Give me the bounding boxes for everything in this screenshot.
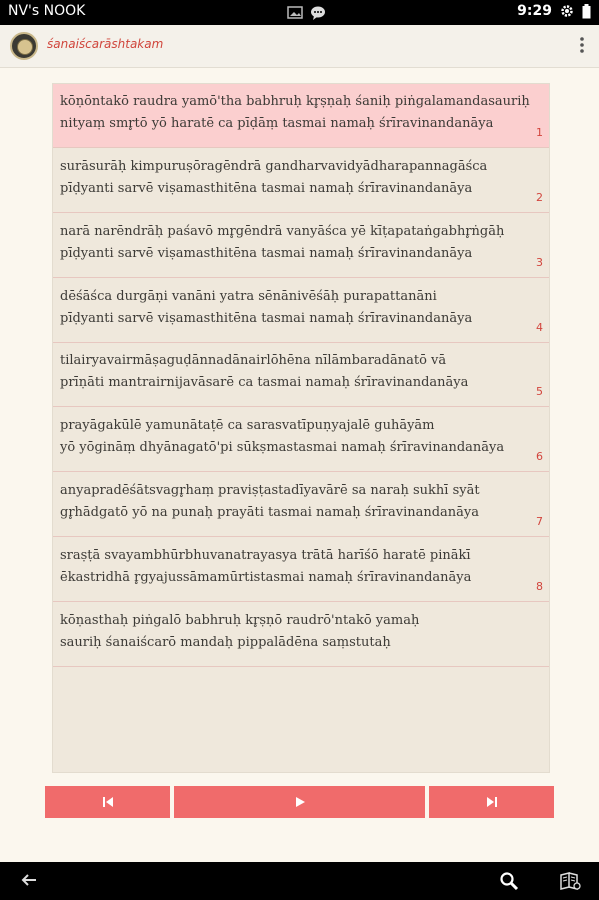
verse-item[interactable]	[53, 84, 549, 148]
verse-number: 1	[536, 126, 543, 139]
library-icon[interactable]	[560, 872, 582, 890]
verse-line-2: ēkastridhā r̥gyajussāmamūrtistasmai namaḥ śrīravinandanāya	[60, 570, 472, 585]
verse-number: 4	[536, 321, 543, 334]
verse-line-2: sauriḥ śanaiścarō mandaḥ pippalādēna saṃstutaḥ	[60, 635, 391, 650]
verse-number: 7	[536, 515, 543, 528]
verse-item[interactable]	[53, 214, 549, 278]
verse-line-2: pīḍyanti sarvē viṣamasthitēna tasmai namaḥ śrīravinandanāya	[60, 181, 473, 196]
playback-controls	[45, 786, 554, 818]
verse-line-2: gr̥hādgatō yō na punaḥ prayāti tasmai namaḥ śrīravinandanāya	[60, 505, 480, 520]
verse-list[interactable]	[52, 83, 550, 773]
verse-line-1: tilairyavairmāṣaguḍānnadānairlōhēna nīlāmbaradānatō vā	[60, 353, 447, 368]
chat-icon	[311, 7, 325, 21]
navigation-bar	[0, 862, 599, 900]
app-title: śanaiścarāshtakam	[47, 37, 164, 51]
verse-line-1: prayāgakūlē yamunātaṭē ca sarasvatīpuṇyajalē guhāyām	[60, 418, 435, 433]
search-icon[interactable]	[499, 871, 519, 891]
verse-number: 2	[536, 191, 543, 204]
verse-item[interactable]	[53, 408, 549, 472]
notification-icons	[287, 5, 327, 24]
status-bar	[0, 0, 599, 25]
verse-number: 5	[536, 385, 543, 398]
skip-next-icon	[486, 796, 498, 808]
verse-item[interactable]	[53, 343, 549, 407]
device-name: NV's NOOK	[8, 3, 86, 19]
previous-button[interactable]	[45, 786, 172, 818]
verse-item[interactable]	[53, 603, 549, 667]
verse-item[interactable]	[53, 538, 549, 602]
next-button[interactable]	[429, 786, 554, 818]
verse-line-1: narā narēndrāḥ paśavō mr̥gēndrā vanyāśca yē kīṭapataṅgabhr̥ṅgāḥ	[60, 224, 505, 239]
verse-line-2: nityaṃ smr̥tō yō haratē ca pīḍāṃ tasmai namaḥ śrīravinandanāya	[60, 116, 494, 131]
play-icon	[294, 796, 306, 808]
verse-line-2: prīṇāti mantrairnijavāsarē ca tasmai namaḥ śrīravinandanāya	[60, 375, 469, 390]
verse-line-2: yō yōgināṃ dhyānagatō'pi sūkṣmastasmai namaḥ śrīravinandanāya	[60, 440, 505, 455]
verse-item[interactable]	[53, 473, 549, 537]
verse-line-1: anyapradēśātsvagr̥haṃ praviṣṭastadīyavārē sa naraḥ sukhī syāt	[60, 483, 480, 498]
app-bar	[0, 25, 599, 68]
battery-icon	[582, 4, 591, 19]
image-icon	[287, 6, 327, 20]
verse-line-1: kōṇasthaḥ piṅgalō babhruḥ kr̥ṣṇō raudrō'ntakō yamaḥ	[60, 613, 420, 628]
verse-number: 3	[536, 256, 543, 269]
gear-icon	[560, 4, 574, 18]
skip-previous-icon	[102, 796, 114, 808]
verse-line-1: surāsurāḥ kimpuruṣōragēndrā gandharvavidyādharapannagāśca	[60, 159, 488, 174]
play-button[interactable]	[174, 786, 427, 818]
verse-number: 8	[536, 580, 543, 593]
verse-item[interactable]	[53, 279, 549, 343]
verse-line-1: sraṣṭā svayambhūrbhuvanatrayasya trātā harīśō haratē pinākī	[60, 548, 471, 563]
clock: 9:29	[517, 3, 552, 19]
back-icon[interactable]	[20, 872, 38, 888]
verse-line-2: pīḍyanti sarvē viṣamasthitēna tasmai namaḥ śrīravinandanāya	[60, 246, 473, 261]
verse-item[interactable]	[53, 149, 549, 213]
verse-number: 6	[536, 450, 543, 463]
verse-line-1: dēśāśca durgāṇi vanāni yatra sēnānivēśāḥ purapattanāni	[60, 289, 437, 304]
verse-line-1: kōṇōntakō raudra yamō'tha babhruḥ kr̥ṣṇaḥ śaniḥ piṅgalamandasauriḥ	[60, 94, 530, 109]
overflow-menu-icon[interactable]	[579, 37, 585, 53]
app-logo-icon[interactable]	[10, 32, 38, 60]
verse-line-2: pīḍyanti sarvē viṣamasthitēna tasmai namaḥ śrīravinandanāya	[60, 311, 473, 326]
